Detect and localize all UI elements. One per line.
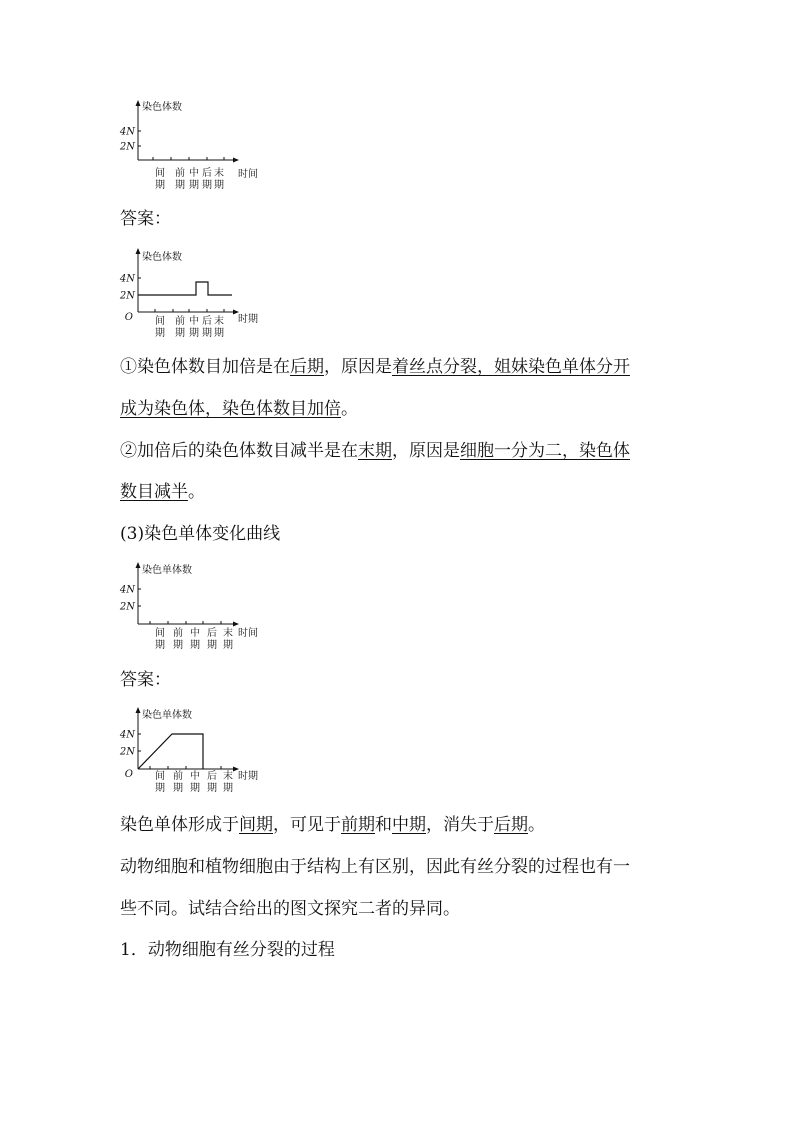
text-run: 。 [528,815,545,835]
paragraph-2-line-1 [120,441,630,461]
x-category-label: 期 [155,640,165,651]
paragraph-2-line-2 [120,482,205,502]
x-category-label: 后 [207,771,217,782]
text-run: ，消失于 [426,815,494,835]
x-category-label: 期 [155,783,165,794]
x-category-label: 期 [202,328,212,339]
y-axis-arrow [136,248,141,254]
x-axis-end-label: 时期 [238,314,258,325]
y-tick-label-4n: 4N [119,126,135,138]
x-category-label: 间 [155,168,165,179]
x-category-label: 期 [175,328,185,339]
paragraph-3 [120,815,545,835]
x-axis-end-label: 时间 [238,628,258,639]
x-category-label: 期 [207,640,217,651]
x-category-label: 前 [173,771,183,782]
answer-blank: 细胞一分为二，染色体 [460,441,630,461]
x-category-label: 末 [214,168,224,179]
answer-blank: 数目减半 [120,482,188,502]
answer-label: 答案： [120,209,171,229]
x-category-label: 期 [190,783,200,794]
y-axis-title: 染色单体数 [142,710,192,721]
answer-blank: 末期 [358,441,392,461]
x-category-label: 前 [175,316,185,327]
text-run: ②加倍后的染色体数目减半是在 [120,441,358,461]
y-tick-label-2n: 2N [119,141,135,153]
answer-blank: 前期 [341,815,375,835]
x-category-label: 期 [175,180,185,191]
x-axis-end-label: 时期 [238,771,258,782]
chromatid-number-blank-chart [118,562,278,658]
answer-label: 答案： [120,670,171,690]
x-axis-arrow [233,622,239,627]
x-category-label: 期 [223,640,233,651]
chromatid-count-curve [138,734,203,769]
x-category-label: 中 [190,628,200,639]
answer-blank: 间期 [239,815,273,835]
y-tick-label-2n: 2N [119,290,135,302]
x-category-label: 前 [173,628,183,639]
x-category-label: 期 [173,640,183,651]
y-tick-label-4n: 4N [119,729,135,741]
x-axis-arrow [233,158,239,163]
x-category-label: 期 [202,180,212,191]
y-axis-arrow [136,707,141,713]
x-category-label: 末 [223,628,233,639]
x-category-label: 期 [189,180,199,191]
x-category-label: 后 [202,316,212,327]
x-category-label: 后 [202,168,212,179]
answer-blank: 后期 [494,815,528,835]
answer-blank: 着丝点分裂，姐妹染色单体分开 [392,357,630,377]
x-category-label: 间 [155,316,165,327]
chromatid-number-answer-chart [118,707,278,803]
x-category-label: 期 [223,783,233,794]
x-category-label: 末 [214,316,224,327]
text-run: 和 [375,815,392,835]
y-tick-label-4n: 4N [119,584,135,596]
text-run: 染色单体形成于 [120,815,239,835]
y-axis-title: 染色单体数 [142,565,192,576]
text-run: 。 [341,399,358,419]
x-category-label: 期 [214,328,224,339]
y-axis-arrow [136,100,141,106]
paragraph-4-line-1: 动物细胞和植物细胞由于结构上有区别，因此有丝分裂的过程也有一 [120,857,630,877]
x-category-label: 中 [189,168,199,179]
x-category-label: 期 [173,783,183,794]
y-axis-title: 染色体数 [142,102,182,113]
chromosome-number-answer-chart [118,248,278,344]
text-run: ，原因是 [392,441,460,461]
chart-svg [118,562,278,654]
x-category-label: 前 [175,168,185,179]
x-category-label: 间 [155,771,165,782]
paragraph-1-line-1 [120,357,630,377]
x-category-label: 期 [214,180,224,191]
x-category-label: 末 [223,771,233,782]
y-tick-label-2n: 2N [119,746,135,758]
x-category-label: 期 [155,180,165,191]
chart-svg [118,100,278,192]
origin-label: O [124,312,133,323]
y-tick-label-4n: 4N [119,273,135,285]
answer-blank: 后期 [290,357,324,377]
text-run: ，原因是 [324,357,392,377]
x-category-label: 期 [189,328,199,339]
x-category-label: 间 [155,628,165,639]
chart-svg [118,707,278,799]
origin-label: O [124,769,133,780]
x-axis-end-label: 时间 [238,169,258,180]
answer-blank: 成为染色体，染色体数目加倍 [120,399,341,419]
x-category-label: 期 [155,328,165,339]
x-category-label: 期 [190,640,200,651]
x-category-label: 中 [190,771,200,782]
x-category-label: 后 [207,628,217,639]
paragraph-1-line-2 [120,399,358,419]
section-1-heading: 1．动物细胞有丝分裂的过程 [120,940,335,960]
chromosome-count-curve [138,282,232,295]
text-run: ，可见于 [273,815,341,835]
text-run: 。 [188,482,205,502]
chart-svg [118,248,278,340]
chromosome-number-blank-chart [118,100,278,196]
x-category-label: 中 [189,316,199,327]
paragraph-4-line-2: 些不同。试结合给出的图文探究二者的异同。 [120,899,460,919]
y-axis-title: 染色体数 [142,252,182,263]
section-3-heading: (3)染色单体变化曲线 [120,524,281,544]
answer-blank: 中期 [392,815,426,835]
x-category-label: 期 [207,783,217,794]
y-axis-arrow [136,562,141,568]
text-run: ①染色体数目加倍是在 [120,357,290,377]
y-tick-label-2n: 2N [119,601,135,613]
